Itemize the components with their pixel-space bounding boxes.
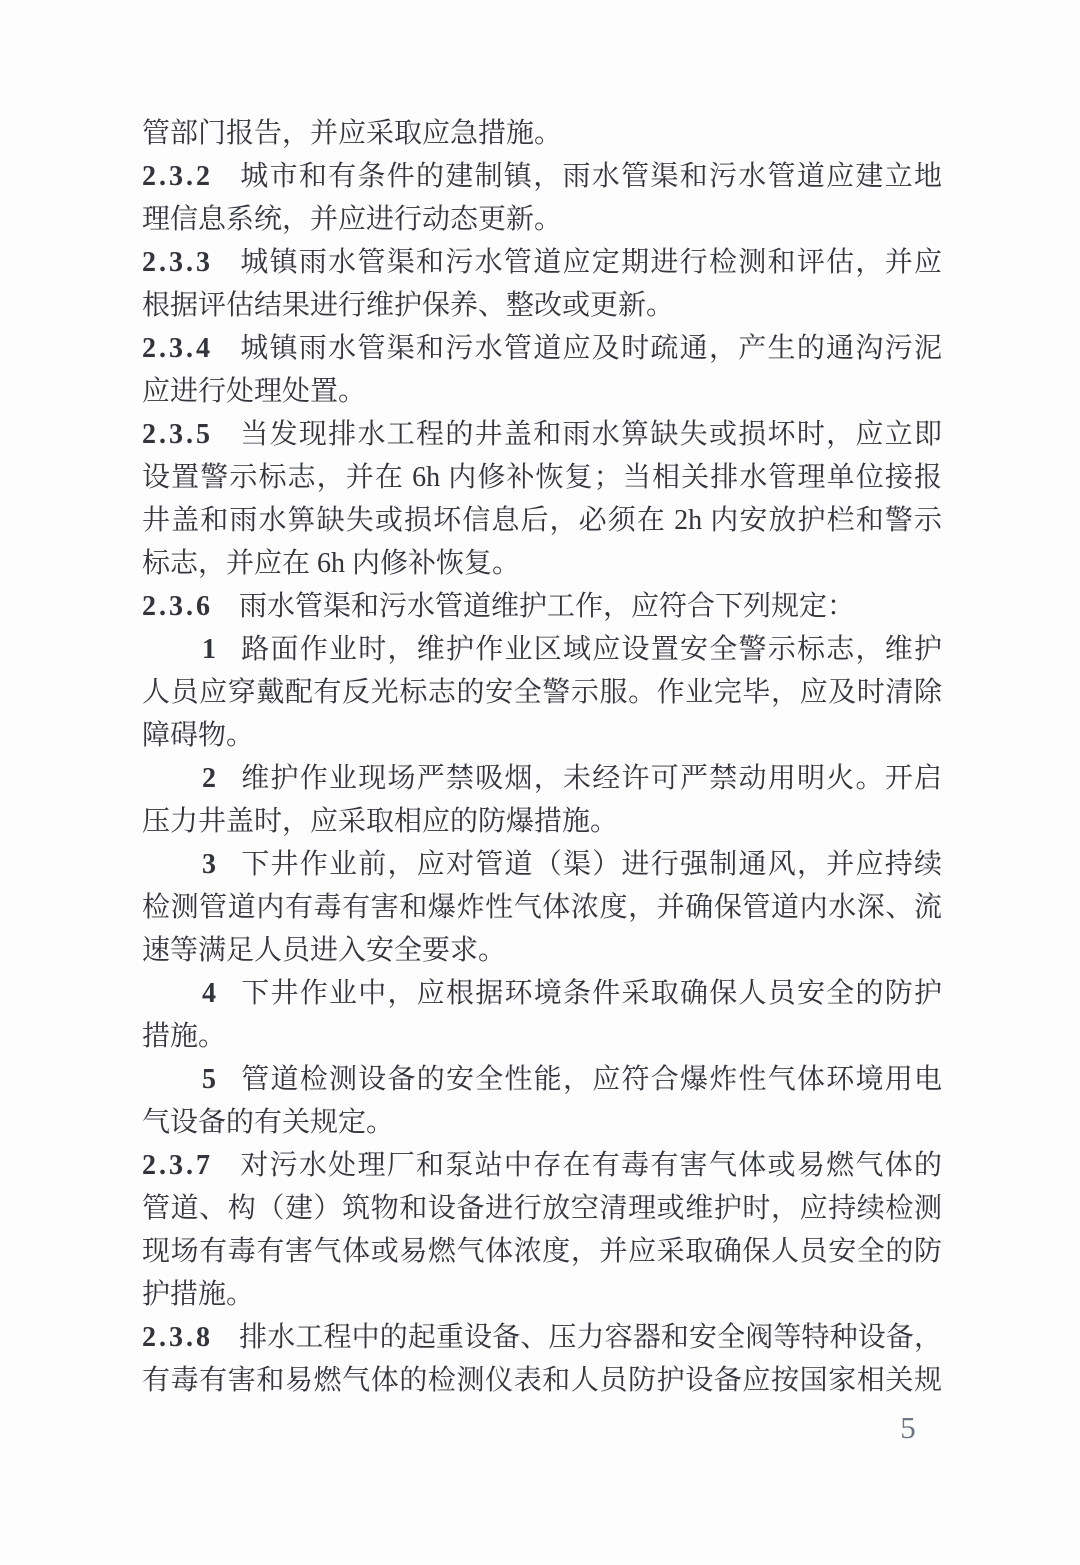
- text-line: 气设备的有关规定。: [142, 1107, 395, 1138]
- item-line: 3 下井作业前，应对管道（渠）进行强制通风，并应持续: [202, 849, 942, 880]
- text-line: 护措施。: [142, 1279, 255, 1310]
- page-body: [142, 112, 942, 1402]
- text-line: 井盖和雨水箅缺失或损坏信息后，必须在 2h 内安放护栏和警示: [142, 505, 942, 536]
- text-line: 管部门报告，并应采取应急措施。: [142, 118, 563, 149]
- item-number: 2: [202, 763, 216, 794]
- clause-line: 2.3.8 排水工程中的起重设备、压力容器和安全阀等特种设备，: [142, 1322, 942, 1353]
- item-line: 4 下井作业中，应根据环境条件采取确保人员安全的防护: [202, 978, 942, 1009]
- text-line: 理信息系统，并应进行动态更新。: [142, 204, 563, 235]
- clause-number: 2.3.5: [142, 419, 213, 450]
- item-number: 4: [202, 978, 216, 1009]
- text-line: 有毒有害和易燃气体的检测仪表和人员防护设备应按国家相关规: [142, 1365, 942, 1396]
- text-line: 标志，并应在 6h 内修补恢复。: [142, 548, 521, 579]
- text-line: 障碍物。: [142, 720, 255, 751]
- clause-number: 2.3.8: [142, 1322, 213, 1353]
- text-line: 应进行处理处置。: [142, 376, 367, 407]
- item-line: 2 维护作业现场严禁吸烟，未经许可严禁动用明火。开启: [202, 763, 942, 794]
- clause-line: 2.3.4 城镇雨水管渠和污水管道应及时疏通，产生的通沟污泥: [142, 333, 942, 364]
- page-number: 5: [900, 1410, 916, 1445]
- clause-line: 2.3.7 对污水处理厂和泵站中存在有毒有害气体或易燃气体的: [142, 1150, 942, 1181]
- text-line: 压力井盖时，应采取相应的防爆措施。: [142, 806, 619, 837]
- clause-number: 2.3.7: [142, 1150, 213, 1181]
- text-line: 检测管道内有毒有害和爆炸性气体浓度，并确保管道内水深、流: [142, 892, 942, 923]
- clause-line: 2.3.5 当发现排水工程的井盖和雨水箅缺失或损坏时，应立即: [142, 419, 942, 450]
- item-line: 5 管道检测设备的安全性能，应符合爆炸性气体环境用电: [202, 1064, 942, 1095]
- text-line: 管道、构（建）筑物和设备进行放空清理或维护时，应持续检测: [142, 1193, 942, 1224]
- text-line: 速等满足人员进入安全要求。: [142, 935, 507, 966]
- clause-number: 2.3.2: [142, 161, 213, 192]
- clause-line: 2.3.6 雨水管渠和污水管道维护工作，应符合下列规定：: [142, 591, 856, 622]
- item-number: 3: [202, 849, 216, 880]
- text-line: 现场有毒有害气体或易燃气体浓度，并应采取确保人员安全的防: [142, 1236, 942, 1267]
- clause-number: 2.3.6: [142, 591, 213, 622]
- text-line: 设置警示标志，并在 6h 内修补恢复；当相关排水管理单位接报: [142, 462, 942, 493]
- text-line: 人员应穿戴配有反光标志的安全警示服。作业完毕，应及时清除: [142, 677, 942, 708]
- text-line: 措施。: [142, 1021, 227, 1052]
- item-number: 1: [202, 634, 216, 665]
- clause-number: 2.3.3: [142, 247, 213, 278]
- item-number: 5: [202, 1064, 216, 1095]
- clause-number: 2.3.4: [142, 333, 213, 364]
- clause-line: 2.3.2 城市和有条件的建制镇，雨水管渠和污水管道应建立地: [142, 161, 942, 192]
- clause-line: 2.3.3 城镇雨水管渠和污水管道应定期进行检测和评估，并应: [142, 247, 942, 278]
- text-line: 根据评估结果进行维护保养、整改或更新。: [142, 290, 675, 321]
- item-line: 1 路面作业时，维护作业区域应设置安全警示标志，维护: [202, 634, 942, 665]
